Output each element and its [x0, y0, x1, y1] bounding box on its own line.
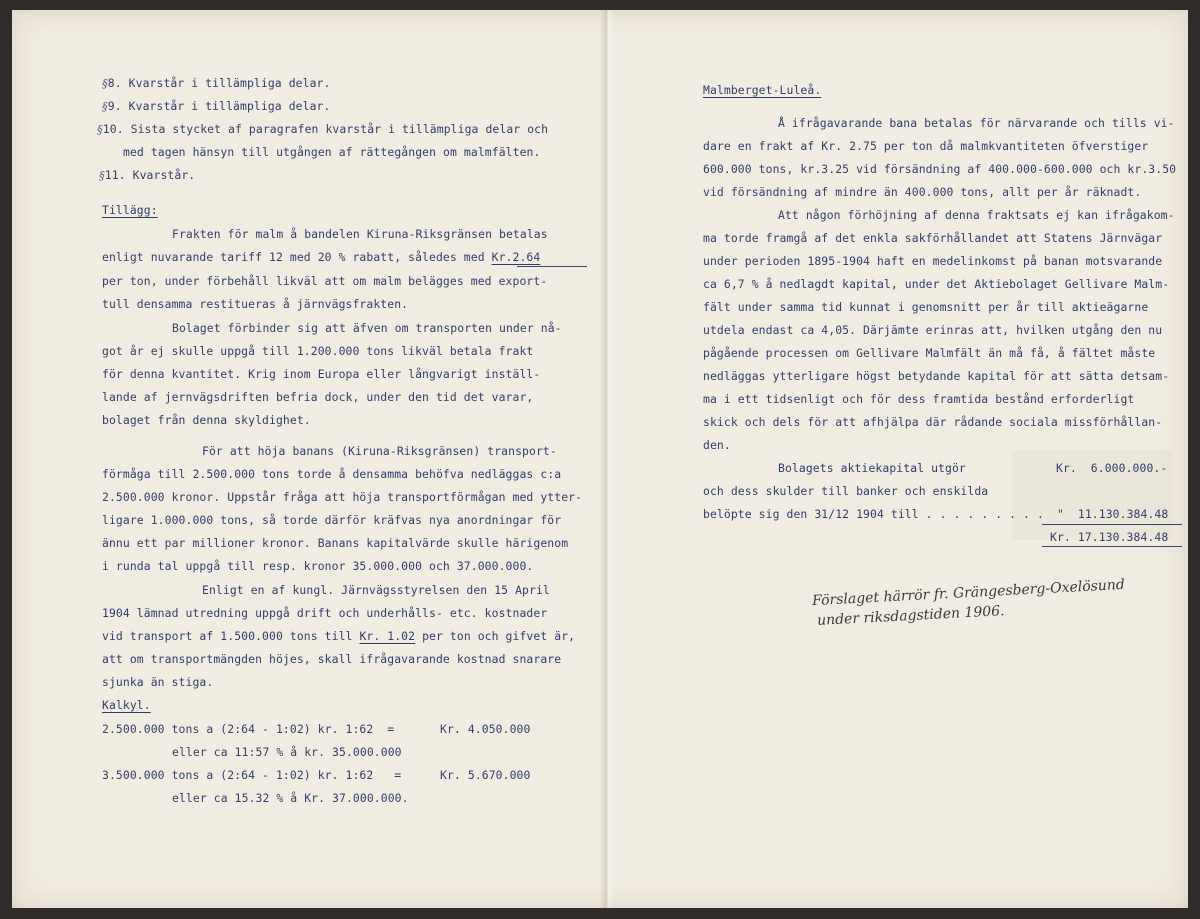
- total-underline: [1042, 546, 1182, 547]
- handwritten-note-line1: Förslaget härrör fr. Grängesberg-Oxelösund: [811, 576, 1126, 610]
- tillagg-p2-line1: Bolaget förbinder sig att äfven om transporten under nå-: [172, 321, 562, 335]
- capital-amount-3: " 11.130.384.48: [1057, 507, 1169, 521]
- p3-line2: förmåga till 2.500.000 tons torde å densamma behöfva nedläggas c:a: [102, 467, 562, 481]
- document-sheet: [12, 10, 1188, 908]
- tillagg-p1-line2: enligt nuvarande tariff 12 med 20 % rabatt, således med Kr.2.64: [102, 250, 541, 264]
- rate-underline: [517, 266, 587, 267]
- right-p2-line4: ca 6,7 % å nedlagdt kapital, under det Aktiebolaget Gellivare Malm-: [703, 277, 1170, 291]
- page-fold: [600, 10, 614, 908]
- right-p1-line2: dare en frakt af Kr. 2.75 per ton då malmkvantiteten öfverstiger: [703, 139, 1149, 153]
- right-p2-line6: utdela endast ca 4,05. Därjämte erinras att, hvilken utgång den nu: [703, 323, 1163, 337]
- kalkyl-row-3-amount: Kr. 5.670.000: [440, 768, 531, 782]
- tillagg-p2-line5: bolaget från denna skyldighet.: [102, 413, 311, 427]
- item-8: §8. Kvarstår i tillämpliga delar.: [102, 76, 331, 90]
- cost-value: Kr. 1.02: [359, 629, 416, 643]
- right-p2-line10: skick och dels för att afhjälpa där rådande sociala missförhållan-: [703, 415, 1163, 429]
- kalkyl-row-2: eller ca 11:57 % å kr. 35.000.000: [172, 745, 402, 759]
- tillagg-p2-line2: got år ej skulle uppgå till 1.200.000 tons likväl betala frakt: [102, 344, 534, 358]
- right-p1-line3: 600.000 tons, kr.3.25 vid försändning af 400.000-600.000 och kr.3.50: [703, 162, 1177, 176]
- handwritten-note-line2: under riksdagstiden 1906.: [816, 603, 1005, 629]
- right-p1-line1: Å ifrågavarande bana betalas för närvarande och tills vi-: [778, 116, 1175, 130]
- tillagg-p2-line3: för denna kvantitet. Krig inom Europa eller långvarigt inställ-: [102, 367, 541, 381]
- total-amount: Kr. 17.130.384.48: [1050, 530, 1169, 544]
- right-p2-line1: Att någon förhöjning af denna fraktsats ej kan ifrågakom-: [778, 208, 1175, 222]
- rate-value: Kr.2.64: [491, 250, 541, 264]
- kalkyl-row-1-amount: Kr. 4.050.000: [440, 722, 531, 736]
- p4-line2: 1904 lämnad utredning uppgå drift och underhålls- etc. kostnader: [102, 606, 548, 620]
- capital-line-3: belöpte sig den 31/12 1904 till . . . . . . . . .: [703, 507, 1044, 521]
- sum-line: [1042, 524, 1182, 525]
- tillagg-heading: Tillägg:: [102, 203, 158, 217]
- capital-line-1: Bolagets aktiekapital utgör: [778, 461, 966, 475]
- tillagg-p2-line4: lande af jernvägsdriften befria dock, under den tid det varar,: [102, 390, 534, 404]
- item-10: §10. Sista stycket af paragrafen kvarstår i tillämpliga delar och: [97, 122, 549, 136]
- kalkyl-row-3: 3.500.000 tons a (2:64 - 1:02) kr. 1:62 =: [102, 768, 402, 782]
- right-p2-line8: nedläggas ytterligare högst betydande kapital för att sätta detsam-: [703, 369, 1170, 383]
- p4-line5: sjunka än stiga.: [102, 675, 214, 689]
- p3-line5: ännu ett par millioner kronor. Banans kapitalvärde skulle härigenom: [102, 536, 569, 550]
- right-p2-line9: ma i ett tidsenligt och för dess framtida bestånd erforderligt: [703, 392, 1135, 406]
- capital-line-2: och dess skulder till banker och enskilda: [703, 484, 989, 498]
- p4-line1: Enligt en af kungl. Järnvägsstyrelsen den 15 April: [202, 583, 550, 597]
- tillagg-p1-line1: Frakten för malm å bandelen Kiruna-Riksgränsen betalas: [172, 227, 548, 241]
- right-p2-line11: den.: [703, 438, 731, 452]
- tillagg-p1-line4: tull densamma restitueras å järnvägsfrakten.: [102, 297, 409, 311]
- right-p2-line5: fält under samma tid kunnat i genomsnitt per år till aktieägarne: [703, 300, 1149, 314]
- kalkyl-row-4: eller ca 15.32 % å Kr. 37.000.000.: [172, 791, 409, 805]
- p4-line4: att om transportmängden höjes, skall ifrågavarande kostnad snarare: [102, 652, 562, 666]
- p3-line6: i runda tal uppgå till resp. kronor 35.000.000 och 37.000.000.: [102, 559, 534, 573]
- p3-line1: För att höja banans (Kiruna-Riksgränsen) transport-: [202, 444, 557, 458]
- item-10-cont: med tagen hänsyn till utgången af rättegången om malmfälten.: [123, 145, 541, 159]
- p3-line3: 2.500.000 kronor. Uppstår fråga att höja transportförmågan med ytter-: [102, 490, 583, 504]
- capital-amount-1: Kr. 6.000.000.-: [1056, 461, 1168, 475]
- right-p2-line3: under perioden 1895-1904 haft en medelinkomst på banan motsvarande: [703, 254, 1163, 268]
- item-9: §9. Kvarstår i tillämpliga delar.: [102, 99, 331, 113]
- right-p2-line7: pågående processen om Gellivare Malmfält än må få, å fältet måste: [703, 346, 1156, 360]
- right-p2-line2: ma torde framgå af det enkla sakförhållandet att Statens Järnvägar: [703, 231, 1163, 245]
- right-p1-line4: vid försändning af mindre än 400.000 tons, allt per år räknadt.: [703, 185, 1142, 199]
- tillagg-p1-line3: per ton, under förbehåll likväl att om malm belägges med export-: [102, 274, 548, 288]
- kalkyl-heading: Kalkyl.: [102, 698, 151, 712]
- right-heading: Malmberget-Luleå.: [703, 83, 822, 97]
- item-11: §11. Kvarstår.: [99, 168, 196, 182]
- p3-line4: ligare 1.000.000 tons, så torde därför kräfvas nya anordningar för: [102, 513, 562, 527]
- p4-line3: vid transport af 1.500.000 tons till Kr. 1.02 per ton och gifvet är,: [102, 629, 576, 643]
- kalkyl-row-1: 2.500.000 tons a (2:64 - 1:02) kr. 1:62 =: [102, 722, 395, 736]
